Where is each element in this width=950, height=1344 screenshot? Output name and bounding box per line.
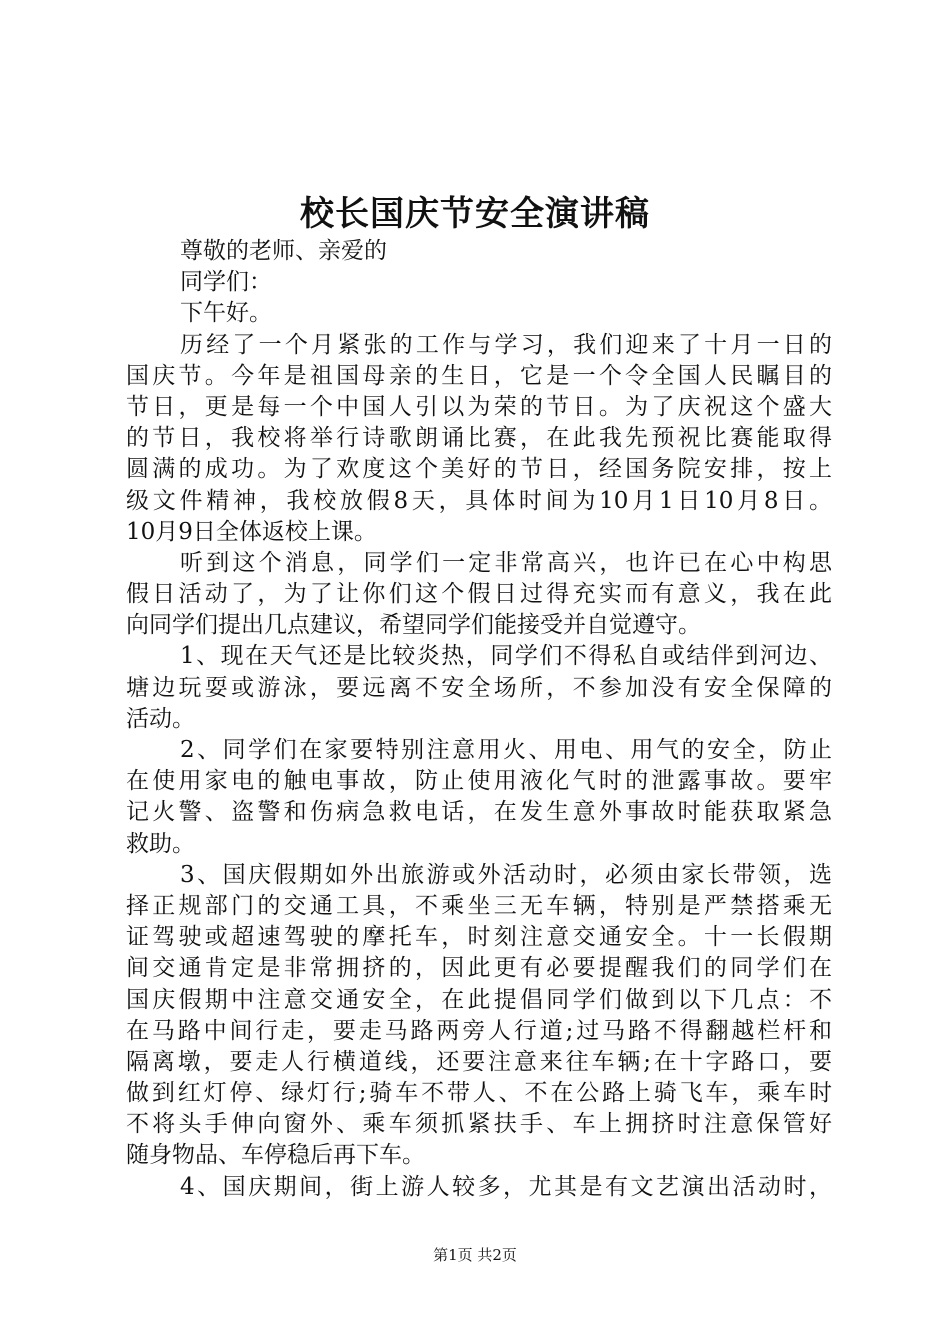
- text-line: 1、现在天气还是比较炎热，同学们不得私自或结伴到河边、: [180, 643, 832, 670]
- text-line: 4、国庆期间，街上游人较多，尤其是有文艺演出活动时，: [180, 1173, 832, 1200]
- text-line: 活动。: [126, 705, 195, 732]
- text-line: 证驾驶或超速驾驶的摩托车，时刻注意交通安全。十一长假期: [126, 924, 832, 951]
- text-line: 做到红灯停、绿灯行;骑车不带人、不在公路上骑飞车，乘车时: [126, 1080, 832, 1107]
- text-line: 级文件精神，我校放假8天，具体时间为10月1日10月8日。: [126, 487, 832, 514]
- text-line: 10月9日全体返校上课。: [126, 518, 377, 545]
- text-line: 假日活动了，为了让你们这个假日过得充实而有意义，我在此: [126, 581, 832, 608]
- page-footer: 第1页 共2页: [433, 1246, 517, 1264]
- text-line: 不将头手伸向窗外、乘车须抓紧扶手、车上拥挤时注意保管好: [126, 1111, 832, 1138]
- document-title: 校长国庆节安全演讲稿: [300, 194, 650, 234]
- text-line: 的节日，我校将举行诗歌朗诵比赛，在此我先预祝比赛能取得: [126, 425, 832, 452]
- text-line: 同学们：: [180, 269, 272, 296]
- text-line: 听到这个消息，同学们一定非常高兴，也许已在心中构思: [180, 549, 832, 576]
- text-line: 3、国庆假期如外出旅游或外活动时，必须由家长带领，选: [180, 861, 832, 888]
- text-line: 2、同学们在家要特别注意用火、用电、用气的安全，防止: [180, 737, 832, 763]
- text-line: 在马路中间行走，要走马路两旁人行道;过马路不得翻越栏杆和: [126, 1017, 832, 1044]
- text-line: 向同学们提出几点建议，希望同学们能接受并自觉遵守。: [126, 612, 701, 639]
- text-line: 塘边玩耍或游泳，要远离不安全场所，不参加没有安全保障的: [126, 674, 832, 701]
- text-line: 国庆假期中注意交通安全，在此提倡同学们做到以下几点：不: [126, 986, 832, 1013]
- text-line: 圆满的成功。为了欢度这个美好的节日，经国务院安排，按上: [126, 456, 832, 483]
- text-line: 下午好。: [180, 300, 272, 327]
- text-line: 隔离墩，要走人行横道线，还要注意来往车辆;在十字路口，要: [126, 1048, 832, 1075]
- document-body: [126, 236, 832, 1203]
- text-line: 历经了一个月紧张的工作与学习，我们迎来了十月一日的: [180, 331, 832, 358]
- text-line: 择正规部门的交通工具，不乘坐三无车辆，特别是严禁搭乘无: [126, 892, 832, 919]
- text-line: 间交通肯定是非常拥挤的，因此更有必要提醒我们的同学们在: [126, 955, 832, 982]
- text-line: 尊敬的老师、亲爱的: [180, 238, 387, 264]
- text-line: 国庆节。今年是祖国母亲的生日，它是一个令全国人民瞩目的: [126, 362, 832, 389]
- text-line: 在使用家电的触电事故，防止使用液化气时的泄露事故。要牢: [126, 768, 832, 795]
- text-line: 节日，更是每一个中国人引以为荣的节日。为了庆祝这个盛大: [126, 393, 832, 420]
- text-line: 随身物品、车停稳后再下车。: [126, 1142, 425, 1169]
- text-line: 记火警、盗警和伤病急救电话，在发生意外事故时能获取紧急: [126, 799, 832, 826]
- text-line: 救助。: [126, 830, 195, 857]
